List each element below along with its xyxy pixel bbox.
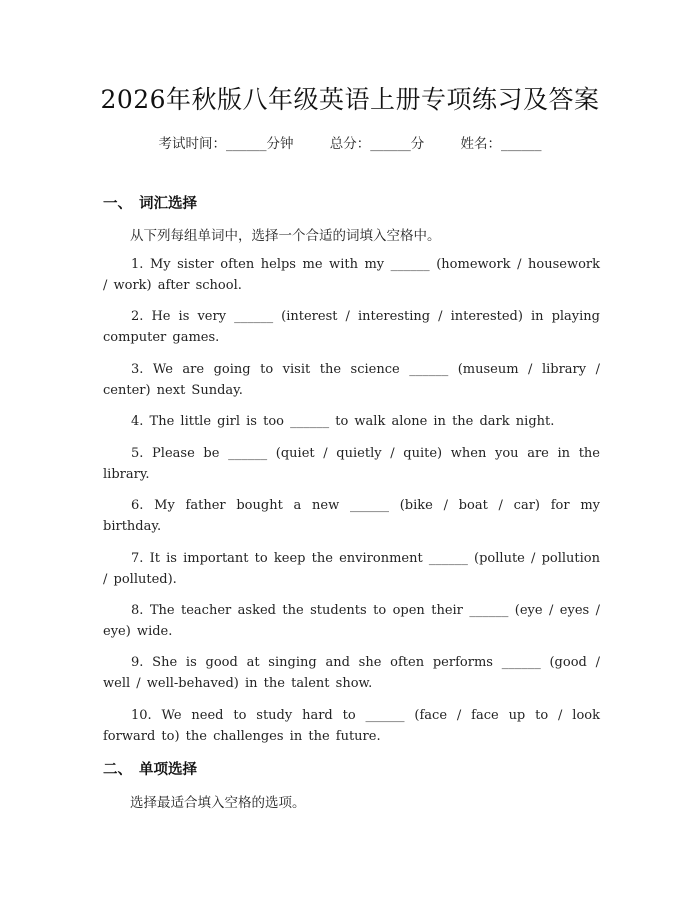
question-item: 1. My sister often helps me with my ______ (homework / housework / work) after school.: [103, 257, 600, 293]
question-item: 6. My father bought a new ______ (bike / boat / car) for my birthday.: [103, 498, 600, 534]
question-item: 9. She is good at singing and she often performs ______ (good / well / well-behaved) in the talent show.: [103, 655, 600, 691]
section-number: 二、: [103, 761, 132, 778]
exam-time: 考试时间：______分钟: [158, 136, 294, 152]
section-title: 单项选择: [139, 761, 197, 778]
question-item: 10. We need to study hard to ______ (face / face up to / look forward to) the challenges in the future.: [103, 708, 600, 744]
exam-name: 姓名：______: [460, 136, 542, 152]
section-instruction: 从下列每组单词中，选择一个合适的词填入空格中。: [130, 228, 441, 244]
question-item: 2. He is very ______ (interest / interesting / interested) in playing computer games.: [103, 309, 600, 345]
question-item: 8. The teacher asked the students to open their ______ (eye / eyes / eye) wide.: [103, 603, 600, 639]
question-item: 4. The little girl is too ______ to walk alone in the dark night.: [131, 414, 555, 429]
exam-score: 总分：______分: [329, 136, 425, 152]
section-number: 一、: [103, 195, 132, 212]
section-heading-vocabulary: [103, 192, 197, 213]
question-item: 7. It is important to keep the environment ______ (pollute / pollution / polluted).: [103, 551, 600, 587]
question-item: 3. We are going to visit the science ______ (museum / library / center) next Sunday.: [103, 362, 600, 398]
page-title: 2026年秋版八年级英语上册专项练习及答案: [100, 85, 600, 114]
section-heading-single-choice: [103, 758, 197, 779]
question-item: 5. Please be ______ (quiet / quietly / quite) when you are in the library.: [103, 446, 600, 482]
section-title: 词汇选择: [139, 195, 197, 212]
section-instruction: 选择最适合填入空格的选项。: [130, 795, 306, 811]
exam-meta: [0, 132, 700, 152]
